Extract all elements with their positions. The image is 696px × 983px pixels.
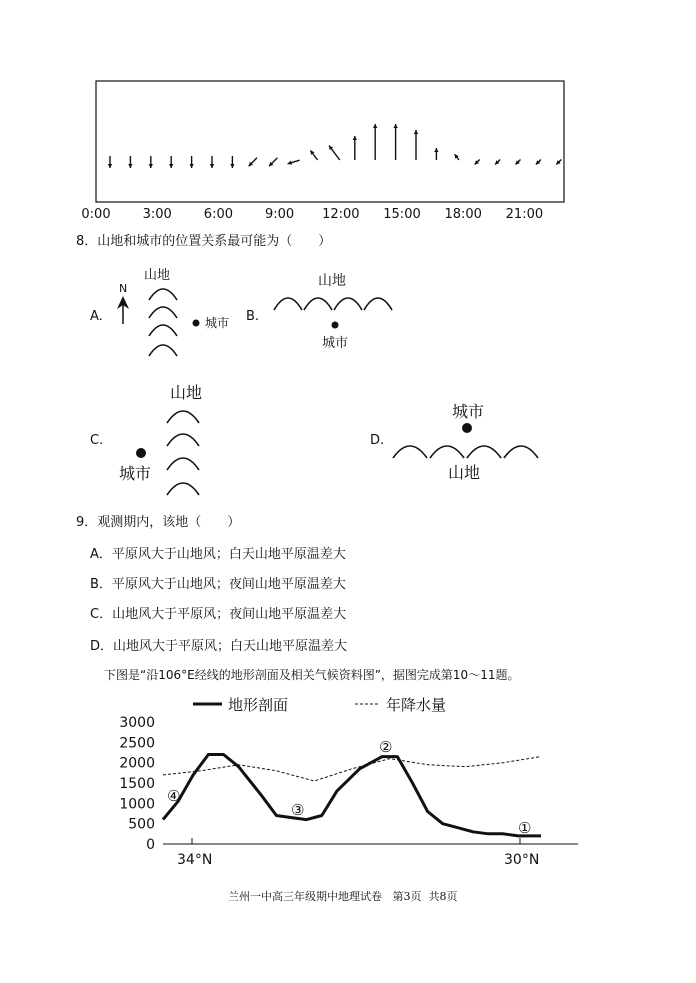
question-9-stem: 9．观测期内，该地（ ） <box>76 515 241 530</box>
wind-time-label: 3:00 <box>142 207 172 222</box>
q9-option-d[interactable]: D．山地风大于平原风；白天山地平原温差大 <box>90 639 348 654</box>
wind-chart-frame <box>96 81 564 202</box>
q8-d-city-dot <box>462 423 472 433</box>
wind-arrow <box>495 159 500 164</box>
mountain-icon <box>504 446 538 458</box>
q8-c-mountains <box>167 411 199 495</box>
mountain-icon <box>167 458 199 470</box>
y-tick-label: 2500 <box>119 735 155 752</box>
x-label-34n: 34°N <box>177 852 213 868</box>
q8-d-mountains <box>393 446 538 458</box>
legend-terrain-label: 地形剖面 <box>228 696 289 714</box>
y-tick-label: 1000 <box>119 796 155 813</box>
q9-option-a[interactable]: A．平原风大于山地风；白天山地平原温差大 <box>90 547 346 562</box>
wind-arrow <box>128 156 132 168</box>
wind-time-label: 9:00 <box>264 207 295 222</box>
profile-chart <box>0 688 696 878</box>
wind-arrow <box>269 158 277 166</box>
mountain-icon <box>467 446 501 458</box>
wind-arrow <box>329 146 340 160</box>
q8-option-d-label[interactable]: D. <box>370 433 385 448</box>
wind-time-label: 6:00 <box>203 207 234 222</box>
mountain-icon <box>167 411 199 423</box>
mountain-icon <box>149 325 177 336</box>
y-tick-label: 3000 <box>119 715 155 731</box>
section-intro: 下图是“沿106°E经线的地形剖面及相关气候资料图”，据图完成第10～11题。 <box>104 668 520 682</box>
page-footer: 兰州一中高三年级期中地理试卷 第3页 共8页 <box>228 890 458 903</box>
north-arrow-icon <box>117 282 129 324</box>
wind-arrow <box>288 160 300 165</box>
y-tick-label: 0 <box>146 837 155 853</box>
wind-arrow <box>455 154 459 160</box>
mountain-icon <box>167 483 199 495</box>
wind-arrow <box>515 159 520 164</box>
legend-precip-label: 年降水量 <box>386 696 447 714</box>
mountain-icon <box>149 289 177 300</box>
q8-d-mountain-label: 山地 <box>448 463 481 482</box>
wind-arrow <box>169 156 173 168</box>
q8-b-city-dot <box>332 322 339 329</box>
q8-c-mountain-label: 山地 <box>170 383 203 402</box>
wind-arrow <box>536 159 541 164</box>
wind-time-label: 15:00 <box>383 207 421 222</box>
q8-option-a-figure <box>110 266 250 370</box>
wind-arrow <box>556 159 561 164</box>
y-tick-labels <box>119 715 155 853</box>
wind-time-label: 21:00 <box>505 207 544 222</box>
wind-arrow <box>475 159 480 164</box>
q9-option-b[interactable]: B．平原风大于山地风；夜间山地平原温差大 <box>90 577 346 592</box>
y-tick-label: 2000 <box>119 755 155 772</box>
mountain-icon <box>274 298 302 310</box>
q8-b-mountains <box>274 298 392 310</box>
mountain-icon <box>334 298 362 310</box>
wind-arrow <box>353 136 357 160</box>
mountain-icon <box>149 307 177 318</box>
mountain-icon <box>430 446 464 458</box>
wind-arrow <box>108 156 112 168</box>
q8-a-mountains <box>149 289 177 356</box>
q8-option-d-figure <box>390 396 550 488</box>
marker-4: ④ <box>167 787 181 805</box>
q8-a-city-label: 城市 <box>205 316 230 330</box>
q8-option-b-label[interactable]: B. <box>246 309 260 324</box>
q8-b-city-label: 城市 <box>322 336 349 351</box>
y-tick-label: 1500 <box>119 776 155 792</box>
wind-arrow <box>189 156 193 168</box>
y-tick-label: 500 <box>128 816 155 833</box>
wind-arrow <box>149 156 153 168</box>
marker-3: ③ <box>291 801 305 819</box>
q8-option-c-label[interactable]: C. <box>90 433 104 448</box>
mountain-icon <box>304 298 332 310</box>
mountain-icon <box>393 446 427 458</box>
wind-arrow <box>230 156 234 168</box>
q8-c-city-dot <box>136 448 146 458</box>
q8-b-mountain-label: 山地 <box>318 273 346 289</box>
q8-option-b-figure <box>268 268 408 354</box>
wind-time-label: 0:00 <box>81 207 111 222</box>
terrain-line <box>163 755 541 836</box>
q8-a-city-dot <box>193 320 200 327</box>
q8-option-c-figure <box>112 378 222 502</box>
marker-1: ① <box>518 819 532 837</box>
wind-arrow <box>434 148 438 160</box>
svg-text:N: N <box>119 282 128 295</box>
wind-arrow <box>210 156 214 168</box>
wind-time-label: 12:00 <box>322 207 360 222</box>
question-8-stem: 8．山地和城市的位置关系最可能为（ ） <box>76 234 332 249</box>
q8-a-mountain-label: 山地 <box>144 268 171 283</box>
wind-arrows <box>108 124 561 168</box>
mountain-icon <box>364 298 392 310</box>
q8-option-a-label[interactable]: A. <box>90 309 103 324</box>
mountain-icon <box>149 345 177 356</box>
wind-chart <box>0 0 696 225</box>
wind-arrow <box>414 130 418 160</box>
wind-time-label: 18:00 <box>444 207 482 222</box>
q8-c-city-label: 城市 <box>119 464 152 483</box>
mountain-icon <box>167 434 199 446</box>
wind-arrow <box>310 150 317 160</box>
wind-arrow <box>249 158 257 166</box>
wind-arrow <box>373 124 377 160</box>
wind-arrow <box>393 124 397 160</box>
q8-d-city-label: 城市 <box>452 402 485 421</box>
q9-option-c[interactable]: C．山地风大于平原风；夜间山地平原温差大 <box>90 607 347 622</box>
marker-2: ② <box>379 738 393 756</box>
x-label-30n: 30°N <box>504 852 540 868</box>
wind-time-ticks <box>81 207 543 222</box>
